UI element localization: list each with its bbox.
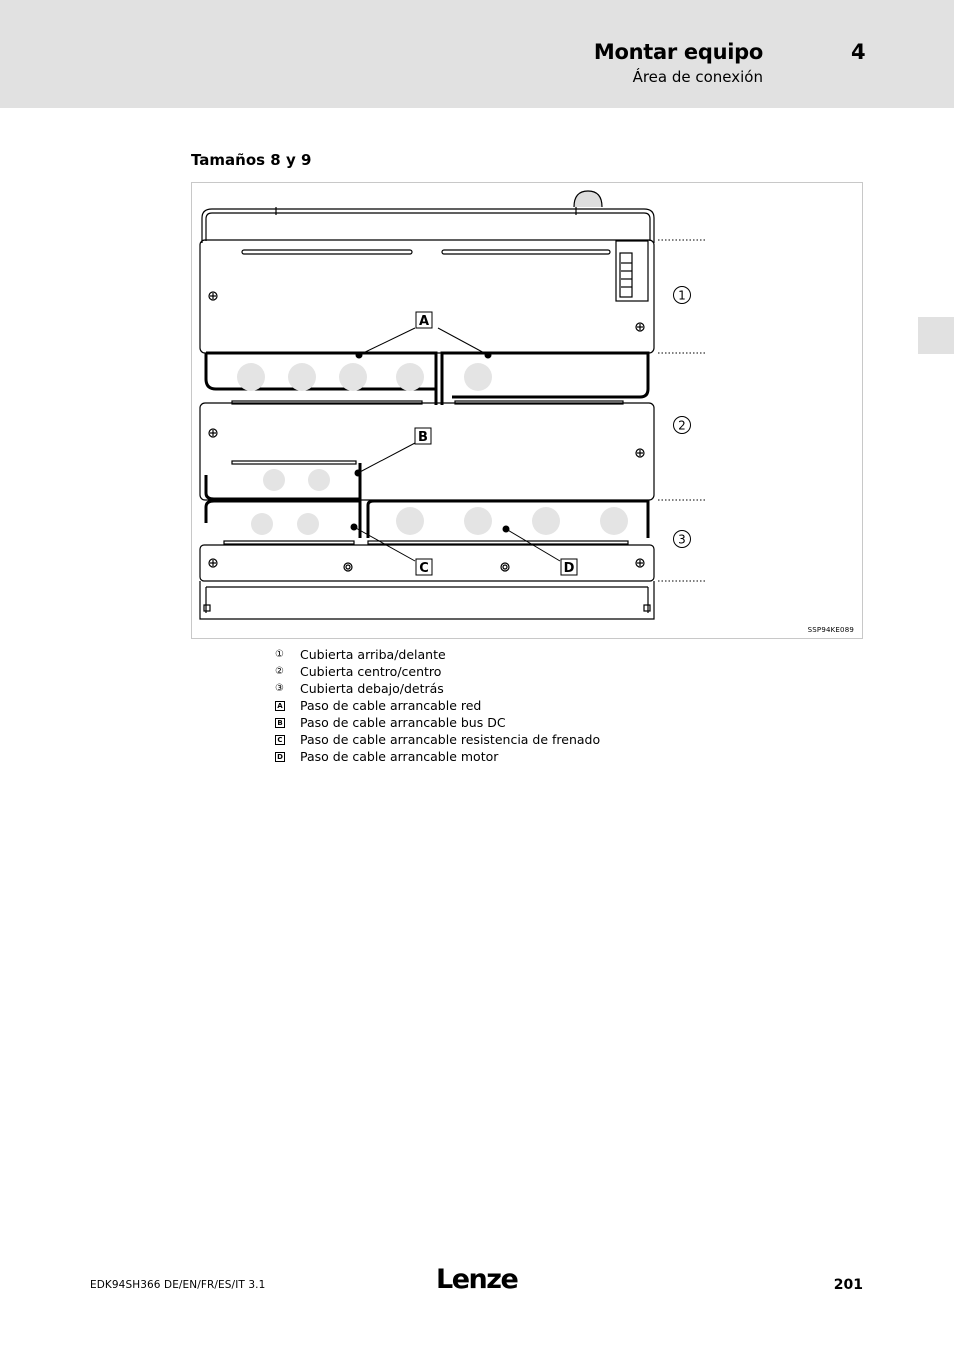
legend-text: Cubierta arriba/delante xyxy=(300,647,446,662)
chapter-number: 4 xyxy=(851,40,866,64)
header-band xyxy=(0,0,954,108)
figure-frame xyxy=(191,182,863,639)
callout-c: C xyxy=(419,561,429,576)
legend-key: A xyxy=(275,697,300,714)
legend-item xyxy=(275,731,600,748)
legend-item xyxy=(275,646,600,663)
callout-1: 1 xyxy=(678,288,686,303)
legend-text: Paso de cable arrancable bus DC xyxy=(300,715,506,730)
legend-key: B xyxy=(275,714,300,731)
subsection-title: Tamaños 8 y 9 xyxy=(191,151,312,169)
legend-key: C xyxy=(275,731,300,748)
figure-code: SSP94KE089 xyxy=(807,626,854,634)
chapter-title: Montar equipo xyxy=(593,40,763,64)
legend-item xyxy=(275,748,600,765)
legend-key: ③ xyxy=(275,683,284,694)
legend-text: Cubierta debajo/detrás xyxy=(300,681,444,696)
legend-key: D xyxy=(275,748,300,765)
callout-3: 3 xyxy=(678,532,686,547)
callout-b: B xyxy=(418,430,428,445)
chapter-side-tab xyxy=(918,317,954,354)
legend-item xyxy=(275,714,600,731)
lenze-logo: Lenze xyxy=(436,1264,518,1295)
device-drawing xyxy=(192,183,864,640)
legend-item xyxy=(275,697,600,714)
legend-text: Paso de cable arrancable resistencia de frenado xyxy=(300,732,601,747)
legend-text: Cubierta centro/centro xyxy=(300,664,442,679)
legend-text: Paso de cable arrancable red xyxy=(300,698,482,713)
legend-key: ② xyxy=(275,666,284,677)
legend-text: Paso de cable arrancable motor xyxy=(300,749,499,764)
legend-key: ① xyxy=(275,649,284,660)
legend-item xyxy=(275,680,600,697)
callout-a: A xyxy=(418,314,430,329)
page-number: 201 xyxy=(833,1277,863,1293)
footer-doc-id: EDK94SH366 DE/EN/FR/ES/IT 3.1 xyxy=(90,1279,266,1291)
legend xyxy=(275,646,600,765)
callout-2: 2 xyxy=(678,418,686,433)
section-title: Área de conexión xyxy=(632,68,763,86)
callout-d: D xyxy=(563,561,575,576)
legend-item xyxy=(275,663,600,680)
